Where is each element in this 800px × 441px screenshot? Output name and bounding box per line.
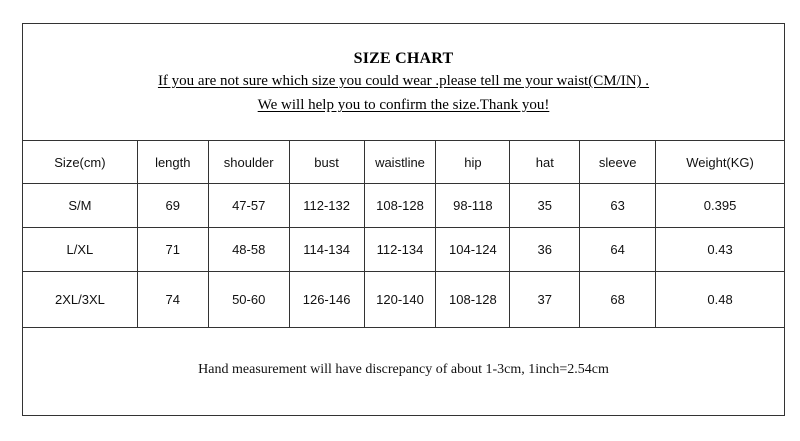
length-cell: 69 (137, 184, 208, 228)
hat-cell: 37 (510, 272, 580, 328)
column-header-sleeve: sleeve (580, 141, 656, 184)
hip-cell: 98-118 (436, 184, 510, 228)
sleeve-cell: 64 (580, 228, 656, 272)
column-header-size: Size(cm) (23, 141, 138, 184)
size-cell: L/XL (23, 228, 138, 272)
waist-instruction-text: If you are not sure which size you could wear .please tell me your waist(CM/IN) . (157, 73, 650, 89)
table-row (23, 184, 785, 228)
hip-cell: 104-124 (436, 228, 510, 272)
shoulder-cell: 48-58 (208, 228, 289, 272)
bust-cell: 112-132 (289, 184, 364, 228)
sleeve-cell: 63 (580, 184, 656, 228)
measurement-note: Hand measurement will have discrepancy of about 1-3cm, 1inch=2.54cm (198, 362, 609, 377)
length-cell: 74 (137, 272, 208, 328)
table-row (23, 272, 785, 328)
sleeve-cell: 68 (580, 272, 656, 328)
column-header-length: length (137, 141, 208, 184)
column-header-waistline: waistline (364, 141, 436, 184)
column-header-weight: Weight(KG) (656, 141, 785, 184)
size-cell: 2XL/3XL (23, 272, 138, 328)
waistline-cell: 112-134 (364, 228, 436, 272)
weight-cell: 0.395 (656, 184, 785, 228)
size-chart-frame (22, 23, 785, 416)
table-row (23, 228, 785, 272)
chart-title: SIZE CHART (353, 50, 454, 67)
weight-cell: 0.43 (656, 228, 785, 272)
column-header-bust: bust (289, 141, 364, 184)
table-header-row (23, 141, 785, 184)
column-header-hip: hip (436, 141, 510, 184)
hat-cell: 35 (510, 184, 580, 228)
size-table (22, 140, 785, 328)
column-header-hat: hat (510, 141, 580, 184)
help-confirm-text: We will help you to confirm the size.Thank you! (257, 97, 550, 113)
bust-cell: 114-134 (289, 228, 364, 272)
shoulder-cell: 50-60 (208, 272, 289, 328)
shoulder-cell: 47-57 (208, 184, 289, 228)
column-header-shoulder: shoulder (208, 141, 289, 184)
waistline-cell: 108-128 (364, 184, 436, 228)
hip-cell: 108-128 (436, 272, 510, 328)
bust-cell: 126-146 (289, 272, 364, 328)
size-cell: S/M (23, 184, 138, 228)
weight-cell: 0.48 (656, 272, 785, 328)
waistline-cell: 120-140 (364, 272, 436, 328)
size-chart-header (23, 24, 784, 141)
length-cell: 71 (137, 228, 208, 272)
hat-cell: 36 (510, 228, 580, 272)
